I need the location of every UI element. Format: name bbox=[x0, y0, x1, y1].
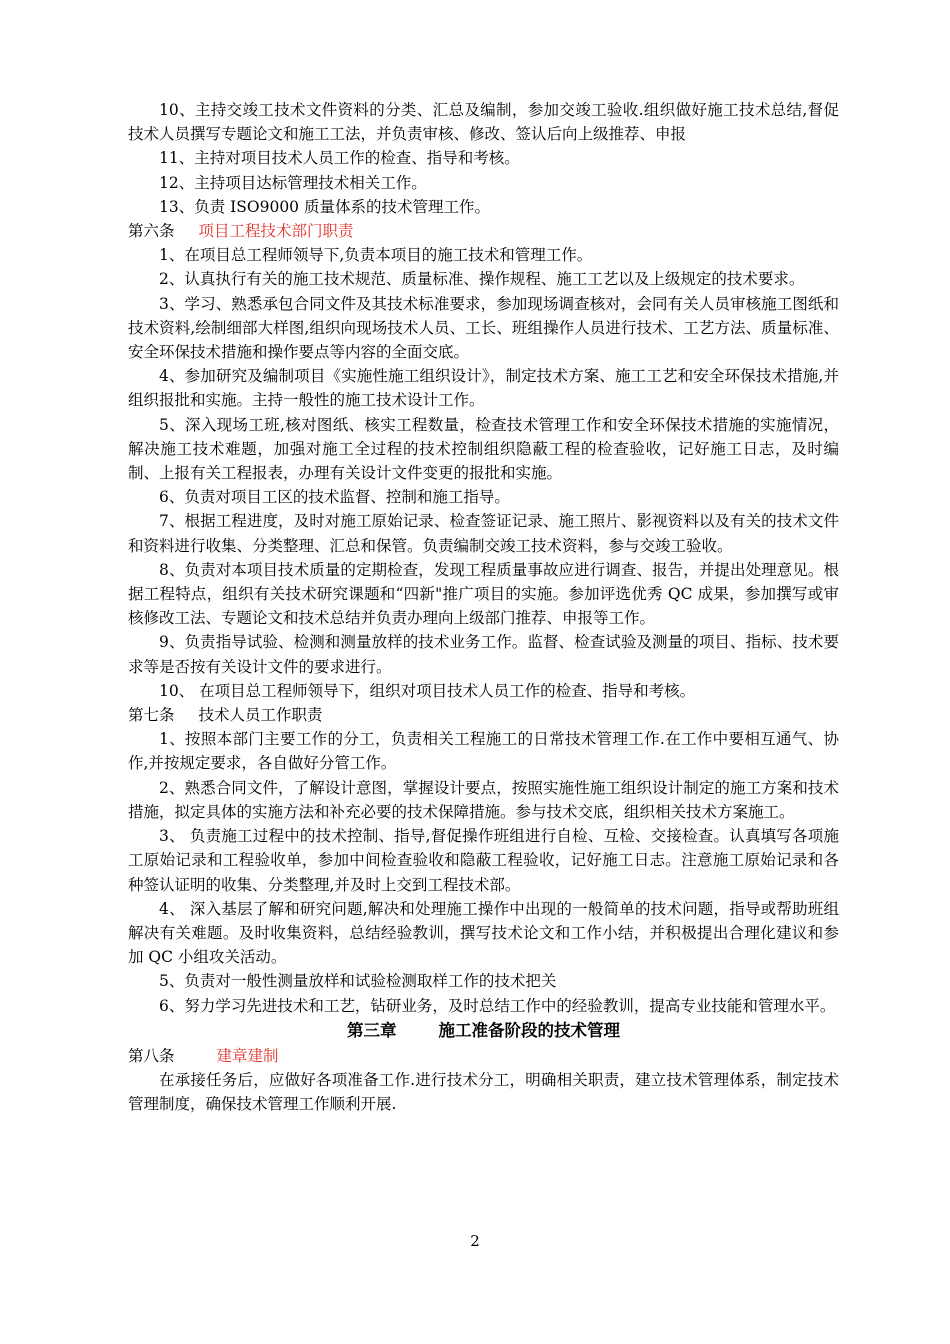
list-item: 3、 负责施工过程中的技术控制、指导,督促操作班组进行自检、互检、交接检查。认真填写各项施工原始记录和工程验收单，参加中间检查验收和隐蔽工程验收，记好施工日志。注意施工原始记录和各种签认证明的收集、分类整理,并及时上交到工程技术部。 bbox=[128, 827, 839, 894]
article-heading-8 bbox=[128, 1044, 839, 1068]
list-item: 4、参加研究及编制项目《实施性施工组织设计》，制定技术方案、施工工艺和安全环保技术措施,并组织报批和实施。主持一般性的施工技术设计工作。 bbox=[128, 367, 839, 410]
list-item: 2、熟悉合同文件，了解设计意图，掌握设计要点，按照实施性施工组织设计制定的施工方案和技术措施，拟定具体的实施方法和补充必要的技术保障措施。参与技术交底，组织相关技术方案施工。 bbox=[128, 778, 839, 821]
article-title: 建章建制 bbox=[216, 1046, 279, 1065]
article-heading-6 bbox=[128, 219, 839, 243]
paragraph: 13、负责 ISO9000 质量体系的技术管理工作。 bbox=[159, 197, 490, 216]
list-item: 9、负责指导试验、检测和测量放样的技术业务工作。监督、检查试验及测量的项目、指标、技术要求等是否按有关设计文件的要求进行。 bbox=[128, 633, 839, 676]
list-item: 3、学习、熟悉承包合同文件及其技术标准要求，参加现场调查核对，会同有关人员审核施工图纸和技术资料,绘制细部大样图,组织向现场技术人员、工长、班组操作人员进行技术、工艺方法、质量标准、安全环保技术措施和操作要点等内容的全面交底。 bbox=[128, 294, 839, 362]
list-item: 8、负责对本项目技术质量的定期检查，发现工程质量事故应进行调查、报告，并提出处理意见。根据工程特点，组织有关技术研究课题和“四新"推广项目的实施。参加评选优秀 QC 成果，参加撰写或审核修改工法、专题论文和技术总结并负责办理向上级部门推荐、申报等工作。 bbox=[128, 560, 839, 628]
chapter-title: 施工准备阶段的技术管理 bbox=[438, 1020, 620, 1040]
article-label: 第七条 bbox=[128, 706, 175, 725]
list-item: 7、根据工程进度，及时对施工原始记录、检查签证记录、施工照片、影视资料以及有关的技术文件和资料进行收集、分类整理、汇总和保管。负责编制交竣工技术资料，参与交竣工验收。 bbox=[128, 512, 839, 555]
article-heading-7 bbox=[128, 703, 839, 727]
list-item: 10、 在项目总工程师领导下，组织对项目技术人员工作的检查、指导和考核。 bbox=[159, 681, 696, 700]
paragraph: 在承接任务后，应做好各项准备工作.进行技术分工，明确相关职责，建立技术管理体系，制定技术管理制度，确保技术管理工作顺利开展. bbox=[128, 1070, 839, 1114]
article-title: 项目工程技术部门职责 bbox=[198, 222, 354, 241]
article-label: 第八条 bbox=[128, 1046, 175, 1065]
list-item: 5、负责对一般性测量放样和试验检测取样工作的技术把关 bbox=[159, 972, 557, 991]
list-item: 4、 深入基层了解和研究问题,解决和处理施工操作中出现的一般简单的技术问题，指导或帮助班组解决有关难题。及时收集资料，总结经验教训，撰写技术论文和工作小结，并积极提出合理化建议和参加 QC 小组攻关活动。 bbox=[128, 899, 839, 967]
page-number: 2 bbox=[470, 1232, 480, 1250]
paragraph: 11、主持对项目技术人员工作的检查、指导和考核。 bbox=[159, 149, 520, 168]
list-item: 1、在项目总工程师领导下,负责本项目的施工技术和管理工作。 bbox=[159, 246, 593, 265]
list-item: 1、按照本部门主要工作的分工，负责相关工程施工的日常技术管理工作.在工作中要相互通气、协作,并按规定要求，各自做好分管工作。 bbox=[128, 730, 839, 773]
article-label: 第六条 bbox=[128, 222, 175, 241]
paragraph: 10、主持交竣工技术文件资料的分类、汇总及编制，参加交竣工验收.组织做好施工技术总结,督促技术人员撰写专题论文和施工工法，并负责审核、修改、签认后向上级推荐、申报 bbox=[128, 101, 839, 144]
list-item: 6、负责对项目工区的技术监督、控制和施工指导。 bbox=[159, 488, 510, 507]
list-item: 5、深入现场工班,核对图纸、核实工程数量，检查技术管理工作和安全环保技术措施的实施情况，解决施工技术难题，加强对施工全过程的技术控制组织隐蔽工程的检查验收，记好施工日志，及时编制、上报有关工程报表，办理有关设计文件变更的报批和实施。 bbox=[128, 415, 839, 483]
chapter-label: 第三章 bbox=[347, 1020, 397, 1040]
list-item: 6、努力学习先进技术和工艺，钻研业务，及时总结工作中的经验教训，提高专业技能和管理水平。 bbox=[159, 996, 836, 1015]
paragraph: 12、主持项目达标管理技术相关工作。 bbox=[159, 173, 427, 192]
chapter-heading bbox=[128, 1018, 839, 1044]
article-title: 技术人员工作职责 bbox=[198, 706, 323, 725]
document-page bbox=[128, 98, 839, 1116]
list-item: 2、认真执行有关的施工技术规范、质量标准、操作规程、施工工艺以及上级规定的技术要求。 bbox=[159, 270, 805, 289]
